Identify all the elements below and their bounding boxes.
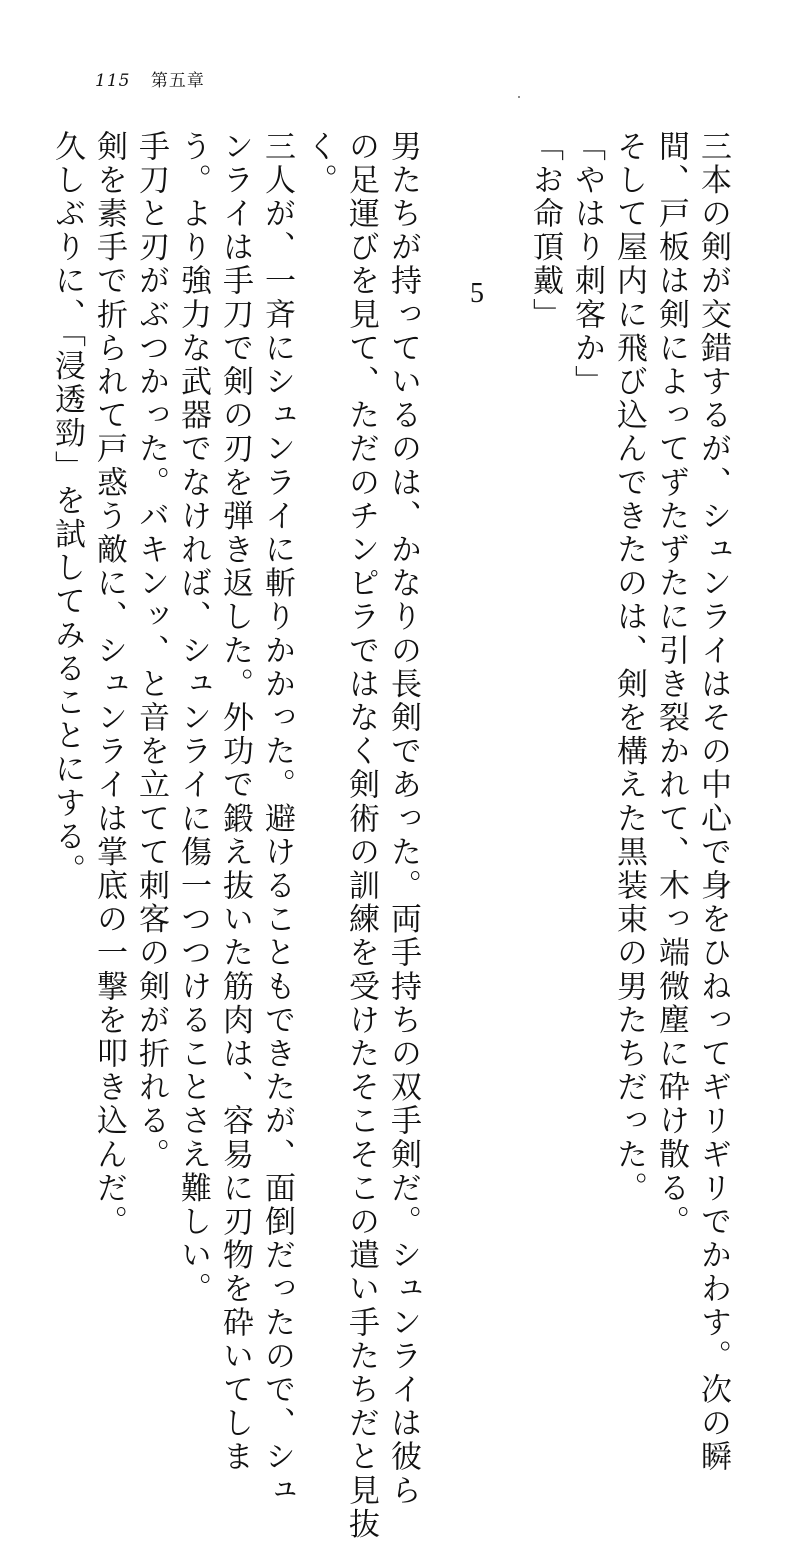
text-column: う。より強力な武器でなければ、シュンライに傷一つつけることさえ難しい。 <box>175 130 211 1306</box>
running-header <box>95 66 205 91</box>
page-speck <box>518 96 520 98</box>
text-column: 久しぶりに、「浸透勁」を試してみることにする。 <box>49 130 85 888</box>
text-column: 三本の剣が交錯するが、シュンライはその中心で身をひねってギリギリでかわす。次の瞬 <box>695 130 731 1474</box>
text-column: 男たちが持っているのは、かなりの長剣であった。両手持ちの双手剣だ。シュンライは彼ら <box>385 130 421 1508</box>
text-column: の足運びを見て、ただのチンピラではなく剣術の訓練を受けたそこそこの遣い手たちだと見抜 <box>343 130 379 1541</box>
page-number: 115 <box>95 71 131 91</box>
text-column: 間、戸板は剣によってずたずたに引き裂かれて、木っ端微塵に砕け散る。 <box>653 130 689 1239</box>
text-column: そして屋内に飛び込んできたのは、剣を構えた黒装束の男たちだった。 <box>611 130 647 1206</box>
section-number: 5 <box>470 278 484 309</box>
text-column: 三人が、一斉にシュンライに斬りかかった。避けることもできたが、面倒だったので、シュ <box>259 130 295 1508</box>
text-column: 手刀と刃がぶつかった。バキンッ、と音を立てて刺客の剣が折れる。 <box>133 130 169 1172</box>
text-column: 剣を素手で折られて戸惑う敵に、シュンライは掌底の一撃を叩き込んだ。 <box>91 130 127 1239</box>
text-column: 「お命頂戴」 <box>527 130 563 332</box>
chapter-title: 第五章 <box>150 71 205 91</box>
text-column: ンライは手刀で剣の刃を弾き返した。外功で鍛え抜いた筋肉は、容易に刃物を砕いてしま <box>217 130 253 1474</box>
text-column: く。 <box>301 130 337 198</box>
text-column: 「やはり刺客か」 <box>569 130 605 399</box>
